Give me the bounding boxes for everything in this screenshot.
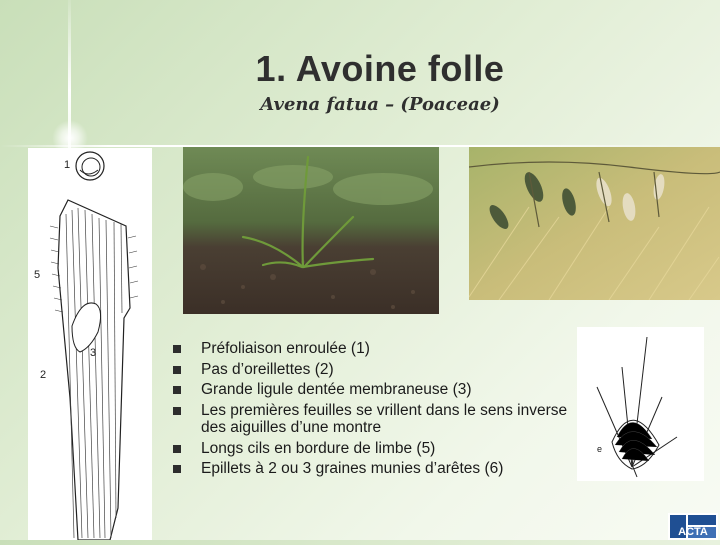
leaf-drawing-svg [28, 148, 152, 540]
seedling-photo [183, 147, 439, 314]
list-item: Pas d’oreillettes (2) [172, 361, 572, 379]
list-item: Préfoliaison enroulée (1) [172, 340, 572, 358]
drawing-label-3: 3 [90, 347, 97, 359]
square-bullet-icon [173, 407, 181, 415]
drawing-label-5: 5 [34, 269, 41, 281]
slide-title: 1. Avoine folle [255, 48, 505, 89]
logo-text: ACTA [678, 526, 708, 538]
square-bullet-icon [173, 345, 181, 353]
list-item: Grande ligule dentée membraneuse (3) [172, 381, 572, 399]
leaf-drawing [28, 148, 152, 540]
square-bullet-icon [173, 366, 181, 374]
acta-logo [668, 513, 718, 540]
list-item: Les premières feuilles se vrillent dans le sens inverse des aiguilles d’une montre [172, 402, 572, 437]
square-bullet-icon [173, 465, 181, 473]
slide-subtitle: Avena fatua – (Poaceae) [260, 94, 500, 115]
square-bullet-icon [173, 386, 181, 394]
drawing-label-1: 1 [64, 159, 71, 171]
spikelet-label-e: e [597, 444, 603, 454]
bullet-list [172, 340, 572, 481]
panicle-photo [469, 147, 720, 300]
list-item: Epillets à 2 ou 3 graines munies d’arêtes (6) [172, 460, 572, 478]
spikelet-drawing [577, 327, 704, 481]
square-bullet-icon [173, 445, 181, 453]
drawing-label-2: 2 [40, 369, 47, 381]
list-item: Longs cils en bordure de limbe (5) [172, 440, 572, 458]
